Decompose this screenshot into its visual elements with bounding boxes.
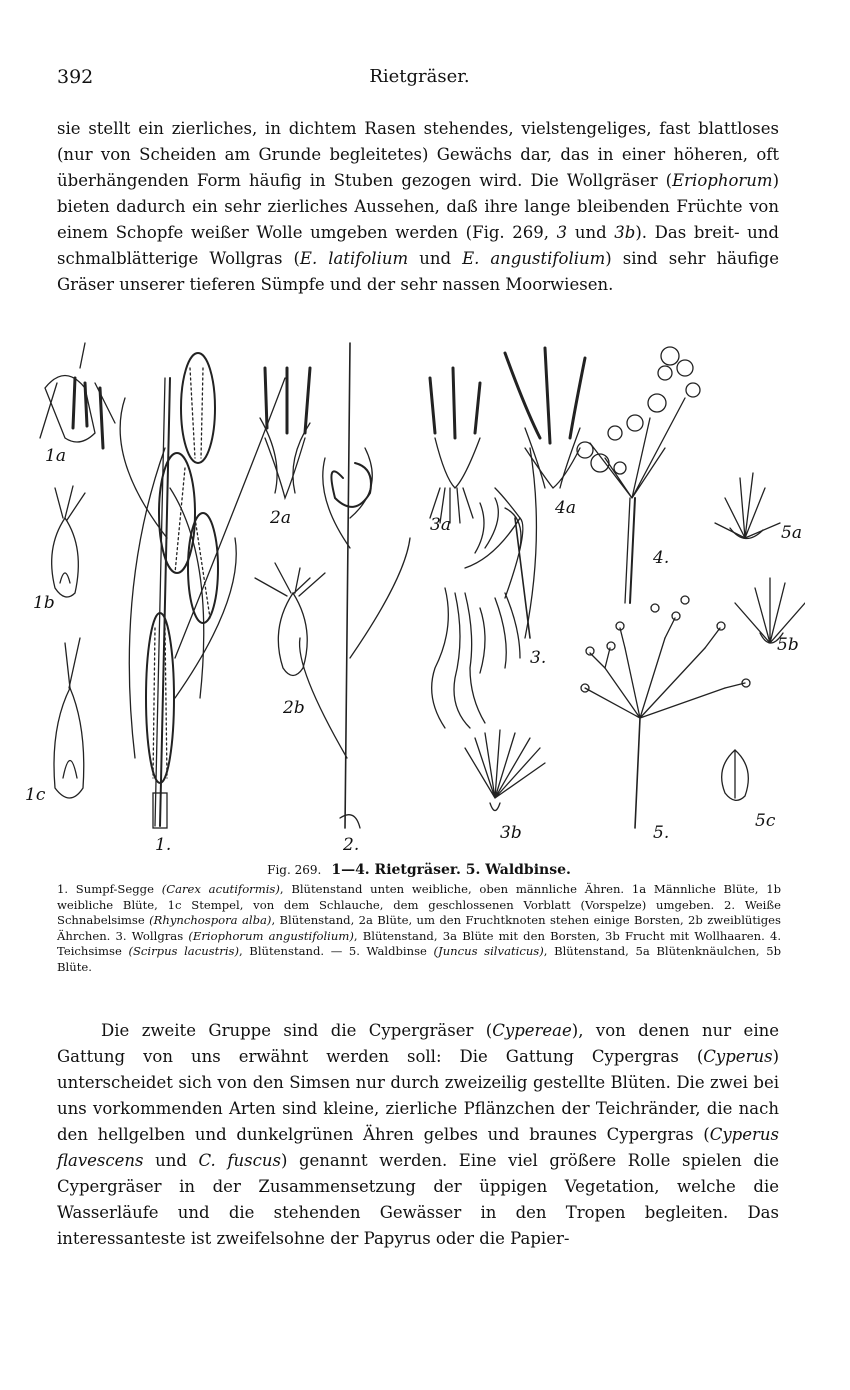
drawing-1b — [52, 486, 85, 597]
figure-labels — [25, 446, 802, 855]
label-5: 5. — [653, 823, 670, 843]
label-2a: 2a — [270, 508, 291, 528]
label-4a: 4a — [555, 498, 576, 518]
label-5b: 5b — [777, 635, 799, 655]
drawing-1c — [54, 638, 84, 798]
text-run: ) unterscheidet sich von den Simsen nur durch zweizeilig gestellte Blüten. Die zwei bei uns vorkommenden Arten sind kleine, zierliche Pflänzchen der Teichränder, die nach den hellgelben und dunkelgrünen Ähren gelbes und braunes Cypergras ( — [57, 1047, 779, 1144]
drawing-2-rhynchospora — [300, 343, 410, 828]
latin-name: (Carex acutiformis) — [161, 882, 280, 896]
drawing-3b — [465, 730, 545, 811]
text-run: , Blütenstand unten weibliche, oben männliche Ähren. 1a Männliche Blüte, 1b weibliche Blüte, 1c Stempel, von dem Schlauche, dem geschlossenen Vorblatt (Vorspelze) umgeben. 2. Weiße Schnabelsimse — [57, 882, 782, 928]
figure-caption — [57, 862, 781, 976]
text-run: , Blütenstand, 2a Blüte, um den Fruchtknoten stehen einige Borsten, 2b zweiblütiges Ährchen. 3. Wollgras — [57, 913, 781, 943]
caption-heading: 1—4. Rietgräser. 5. Waldbinse. — [331, 862, 571, 878]
label-3a: 3a — [430, 515, 451, 535]
figure-number: Fig. 269. — [267, 863, 322, 877]
label-1a: 1a — [45, 446, 66, 466]
page-header — [57, 66, 782, 90]
paragraph — [57, 116, 779, 298]
label-2: 2. — [343, 835, 360, 855]
text-run: Die zweite Gruppe sind die Cypergräser ( — [101, 1021, 493, 1040]
botanical-illustration — [25, 338, 805, 860]
text-run: sie stellt ein zierliches, in dichtem Rasen stehendes, vielstengeliges, fast blattloses (nur von Scheiden am Grunde begleitetes) Gewächs dar, das in einer höheren, oft überhängenden Form häufig in Stuben gezogen wird. Die Wollgräser ( — [57, 119, 779, 190]
drawing-1a — [40, 343, 115, 448]
label-5c: 5c — [755, 811, 776, 831]
running-head: Rietgräser. — [369, 66, 470, 87]
latin-name: Cyperus — [703, 1047, 773, 1066]
drawing-2b — [255, 563, 325, 676]
label-4: 4. — [653, 548, 670, 568]
caption-title — [57, 862, 781, 878]
page-number: 392 — [57, 66, 94, 88]
drawing-5c — [722, 750, 749, 800]
text-run: , Blütenstand, 5a Blütenknäulchen, 5b Blüte. — [57, 944, 781, 974]
paragraph — [57, 1018, 779, 1252]
label-1b: 1b — [33, 593, 55, 613]
latin-name: (Scirpus lacustris) — [128, 944, 240, 959]
figure-ref: 3 — [556, 223, 568, 242]
label-3: 3. — [530, 648, 547, 668]
drawing-3-eriophorum — [432, 448, 537, 728]
text-run: ). Das breit- und schmalblätterige Wollgras ( — [57, 223, 779, 268]
drawing-4a — [505, 348, 585, 488]
latin-name: E. angustifolium — [462, 249, 606, 268]
latin-name: (Juncus silvaticus) — [433, 944, 544, 959]
drawing-5a — [715, 473, 780, 539]
drawing-1-carex — [120, 353, 285, 828]
figure-ref: 3b — [614, 223, 636, 242]
text-run: ) bieten dadurch ein sehr zierliches Aussehen, daß ihre lange bleibenden Früchte von einem Schopfe weißer Wolle umgeben werden (Fig. 269, — [57, 171, 779, 242]
label-3b: 3b — [500, 823, 522, 843]
latin-name: Cypereae — [492, 1021, 572, 1040]
text-run: ) sind sehr häufige Gräser unserer tieferen Sümpfe und der sehr nassen Moorwiesen. — [57, 249, 779, 294]
caption-text — [57, 882, 781, 976]
text-run: und — [143, 1151, 199, 1170]
drawing-3a — [430, 368, 480, 523]
drawing-4-scirpus — [577, 347, 700, 603]
text-run: und — [567, 223, 615, 242]
latin-name: (Rhynchospora alba) — [149, 913, 272, 928]
body-paragraph-top — [57, 116, 779, 298]
text-run: ), von denen nur eine Gattung von uns erwähnt werden soll: Die Gattung Cypergras ( — [57, 1021, 779, 1066]
label-1: 1. — [155, 835, 172, 855]
latin-name: (Eriophorum angustifolium) — [188, 928, 354, 943]
latin-name: Eriophorum — [672, 171, 773, 190]
text-run: , Blütenstand, 3a Blüte mit den Borsten, 3b Frucht mit Wollhaaren. 4. Teichsimse — [57, 928, 782, 959]
body-paragraph-bottom — [57, 1018, 779, 1252]
latin-name: Cyperus flavescens — [57, 1125, 779, 1170]
drawing-2a — [260, 368, 310, 498]
drawing-5b — [735, 578, 805, 643]
label-5a: 5a — [781, 523, 802, 543]
text-run: 1. Sumpf-Segge — [57, 882, 162, 896]
illustration-svg — [25, 338, 805, 860]
latin-name: E. latifolium — [299, 249, 409, 268]
label-2b: 2b — [283, 698, 305, 718]
text-run: ) genannt werden. Eine viel größere Rolle spielen die Cypergräser in der Zusammensetzung der üppigen Vegetation, welche die Wasserläufe und die stehenden Gewässer in den Tropen begleiten. Das interessanteste ist zweifelsohne der Papyrus oder die Papier- — [57, 1151, 779, 1248]
label-1c: 1c — [25, 785, 46, 805]
text-run: und — [408, 249, 463, 268]
latin-name: C. fuscus — [198, 1151, 281, 1170]
text-run: , Blütenstand. — 5. Waldbinse — [239, 944, 434, 959]
